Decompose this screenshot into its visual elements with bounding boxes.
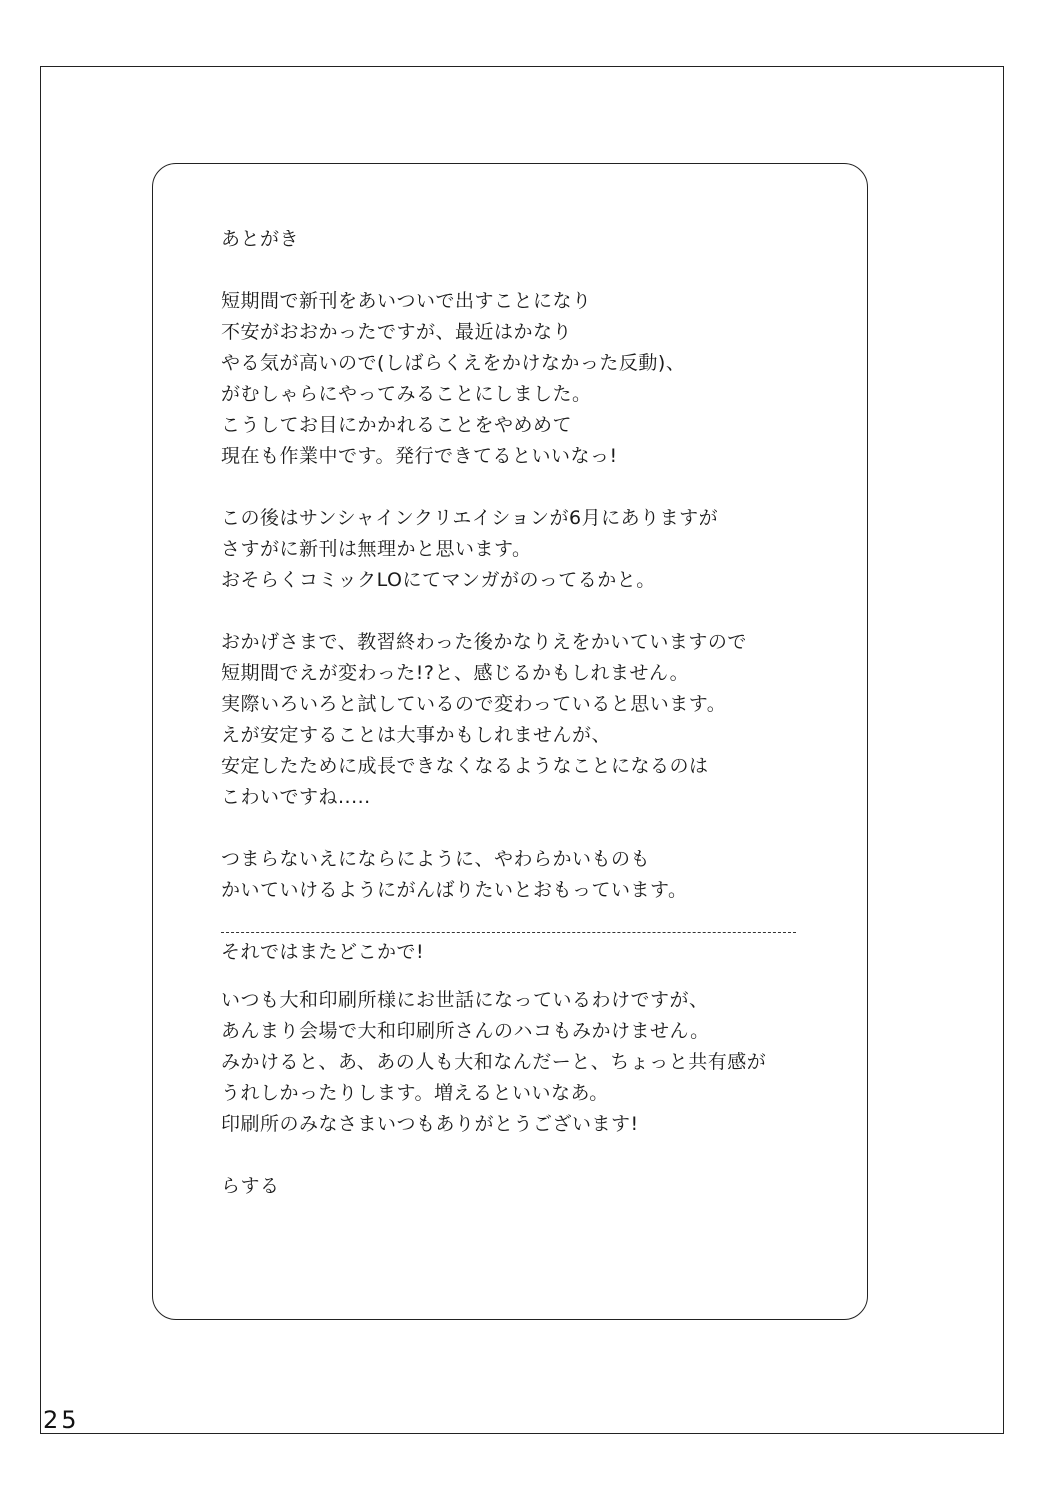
text-line: 短期間でえが変わった!?と、感じるかもしれません。: [221, 662, 690, 684]
text-line: かいていけるようにがんばりたいとおもっています。: [221, 879, 688, 901]
text-line: えが安定することは大事かもしれませんが、: [221, 724, 612, 746]
afterword-content: [221, 224, 841, 968]
text-line: さすがに新刊は無理かと思います。: [221, 538, 532, 560]
text-line: 不安がおおかったですが、最近はかなり: [221, 321, 573, 343]
afterword-title: あとがき: [221, 228, 300, 250]
text-line: うれしかったりします。増えるといいなあ。: [221, 1082, 609, 1104]
text-line: おそらくコミックLOにてマンガがのってるかと。: [221, 569, 656, 591]
closing-line: それではまたどこかで!: [221, 941, 425, 963]
page-number: 25: [43, 1406, 80, 1434]
signature: らする: [221, 1175, 280, 1197]
text-line: いつも大和印刷所様にお世話になっているわけですが、: [221, 989, 709, 1011]
text-line: 現在も作業中です。発行できてるといいなっ!: [221, 445, 618, 467]
text-line: つまらないえにならにように、やわらかいものも: [221, 848, 651, 870]
text-line: がむしゃらにやってみることにしました。: [221, 383, 592, 405]
text-line: やる気が高いので(しばらくえをかけなかった反動)、: [221, 352, 686, 374]
text-line: この後はサンシャインクリエイションが6月にありますが: [221, 507, 719, 529]
text-line: 印刷所のみなさまいつもありがとうございます!: [221, 1113, 639, 1135]
text-line: 実際いろいろと試しているので変わっていると思います。: [221, 693, 727, 715]
text-line: あんまり会場で大和印刷所さんのハコもみかけません。: [221, 1020, 710, 1042]
text-line: こうしてお目にかかれることをやめめて: [221, 414, 573, 436]
text-line: 安定したために成長できなくなるようなことになるのは: [221, 755, 709, 777]
printer-note: [221, 985, 841, 1202]
dashed-divider: [221, 932, 796, 933]
text-line: 短期間で新刊をあいついで出すことになり: [221, 290, 592, 312]
text-line: こわいですね.....: [221, 786, 371, 808]
text-line: みかけると、あ、あの人も大和なんだーと、ちょっと共有感が: [221, 1051, 767, 1073]
text-line: おかげさまで、教習終わった後かなりえをかいていますので: [221, 631, 747, 653]
